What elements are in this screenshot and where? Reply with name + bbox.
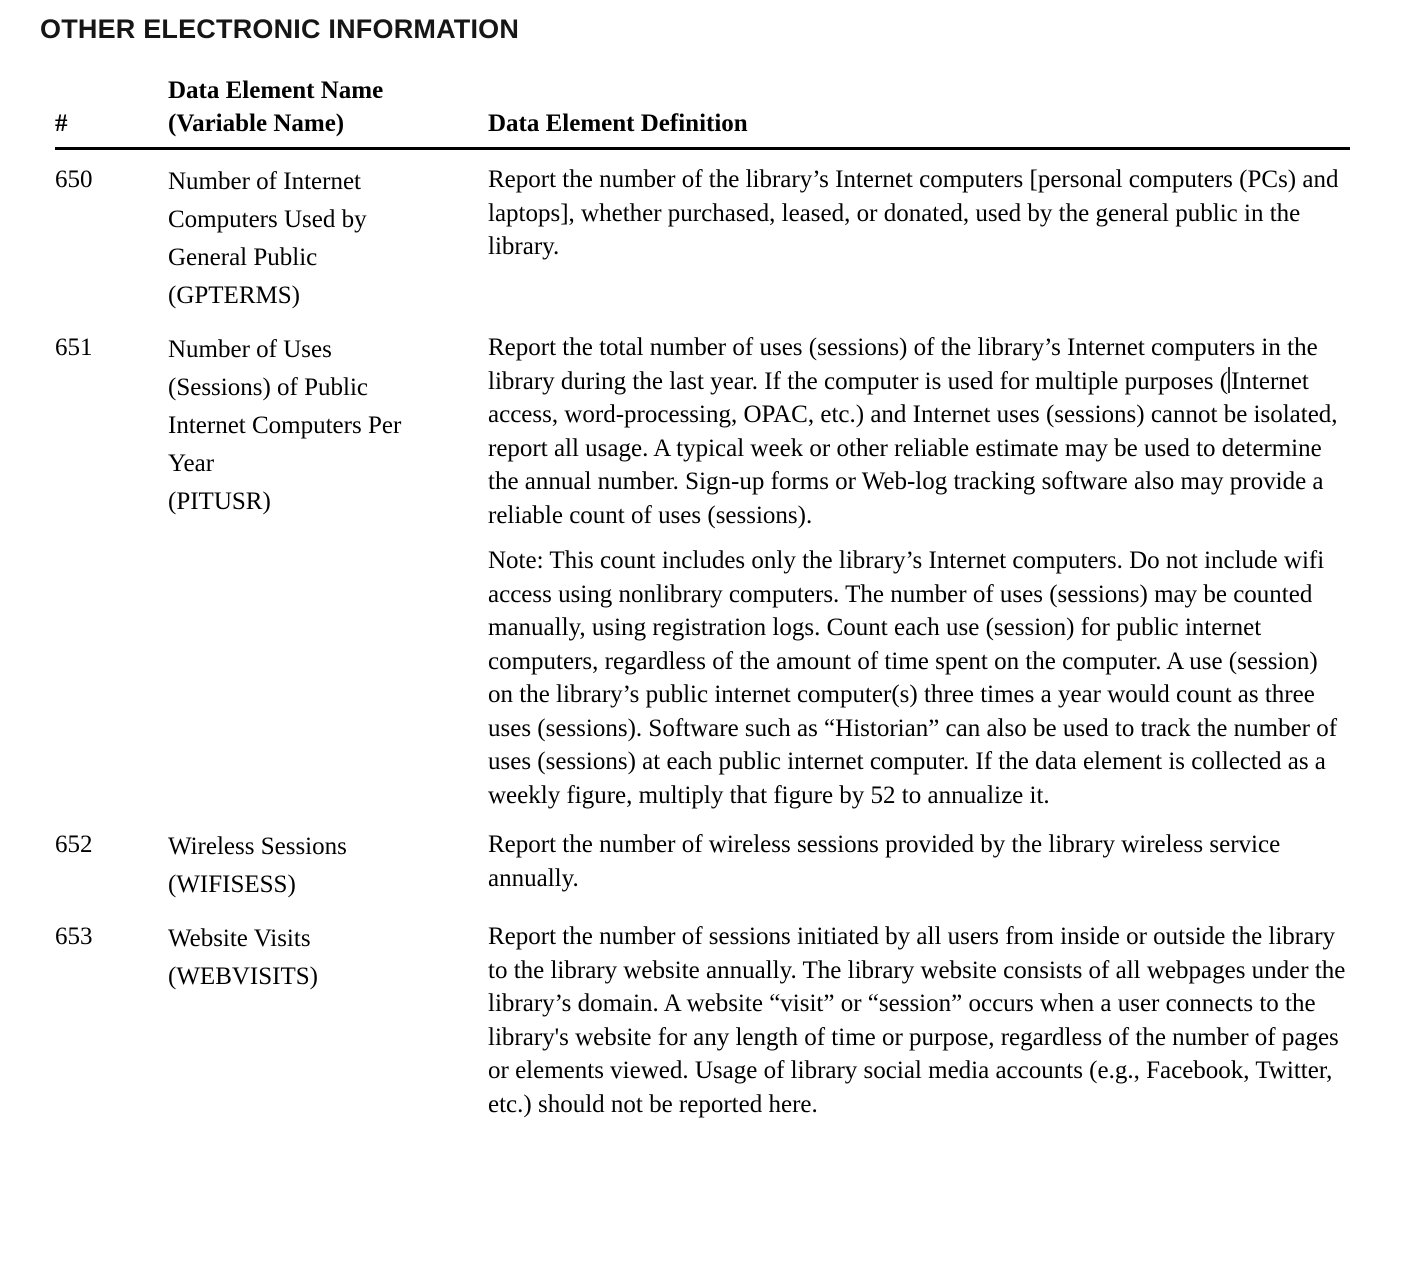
header-element-name-line2: (Variable Name) [168, 110, 345, 137]
element-number: 653 [55, 923, 93, 950]
table-body [55, 150, 1350, 1121]
header-element-name [168, 74, 488, 140]
element-name: Website Visits [168, 925, 311, 952]
element-name: Number of Internet Computers Used by General Public [168, 168, 367, 271]
element-name-cell [168, 920, 488, 996]
table-row-652 [55, 828, 1350, 904]
definition-paragraph: Report the number of the library’s Internet computers [personal computers (PCs) and laptops], whether purchased, leased, or donated, used by the general public in the library. [488, 166, 1339, 260]
element-variable-name: (WEBVISITS) [168, 963, 318, 990]
element-name-cell [168, 828, 488, 904]
element-definition-cell [488, 920, 1350, 1121]
page-title: OTHER ELECTRONIC INFORMATION [40, 14, 520, 44]
table-header-row [55, 74, 1350, 150]
element-name: Wireless Sessions [168, 833, 347, 860]
definition-paragraph: Report the number of sessions initiated by all users from inside or outside the library to the library website annually. The library website consists of all webpages under the library’s domain. A website “visit” or “session” occurs when a user connects to the library's website for any length of time or purpose, regardless of the number of pages or elements viewed. Usage of library social media accounts (e.g., Facebook, Twitter, etc.) should not be reported here. [488, 923, 1346, 1118]
element-definition-cell [488, 828, 1350, 895]
table-row-653 [55, 920, 1350, 1121]
element-number: 652 [55, 831, 93, 858]
header-number: # [55, 110, 68, 137]
table-row-650 [55, 163, 1350, 315]
element-variable-name: (PITUSR) [168, 488, 271, 515]
header-element-name-line1: Data Element Name [168, 77, 384, 104]
element-name-cell [168, 163, 488, 315]
element-variable-name: (WIFISESS) [168, 871, 296, 898]
header-definition: Data Element Definition [488, 110, 748, 137]
element-definition-cell [488, 163, 1350, 264]
definition-paragraph[interactable]: Report the total number of uses (sessions) of the library’s Internet computers in the library during the last year. If the computer is used for multiple purposes ( Internet access, word-processing, OPAC, etc.) and Internet uses (sessions) cannot be isolated, report all usage. A typical week or other reliable estimate may be used to determine the annual number. Sign-up forms or Web-log tracking software also may provide a reliable count of uses (sessions). [488, 334, 1338, 529]
element-name: Number of Uses (Sessions) of Public Internet Computers Per Year [168, 336, 402, 477]
table-row-651 [55, 331, 1350, 812]
data-elements-table [55, 74, 1350, 1121]
text-cursor-icon [1228, 367, 1230, 393]
definition-paragraph: Report the number of wireless sessions provided by the library wireless service annually. [488, 831, 1281, 892]
element-variable-name: (GPTERMS) [168, 282, 300, 309]
element-definition-cell [488, 331, 1350, 812]
element-number: 650 [55, 166, 93, 193]
element-number: 651 [55, 334, 93, 361]
definition-paragraph: Note: This count includes only the library’s Internet computers. Do not include wifi access using nonlibrary computers. The number of uses (sessions) may be counted manually, using registration logs. Count each use (session) for public internet computers, regardless of the amount of time spent on the computer. A use (session) on the library’s public internet computer(s) three times a year would count as three uses (sessions). Software such as “Historian” can also be used to track the number of uses (sessions) at each public internet computer. If the data element is collected as a weekly figure, multiply that figure by 52 to annualize it. [488, 547, 1338, 809]
element-name-cell [168, 331, 488, 521]
